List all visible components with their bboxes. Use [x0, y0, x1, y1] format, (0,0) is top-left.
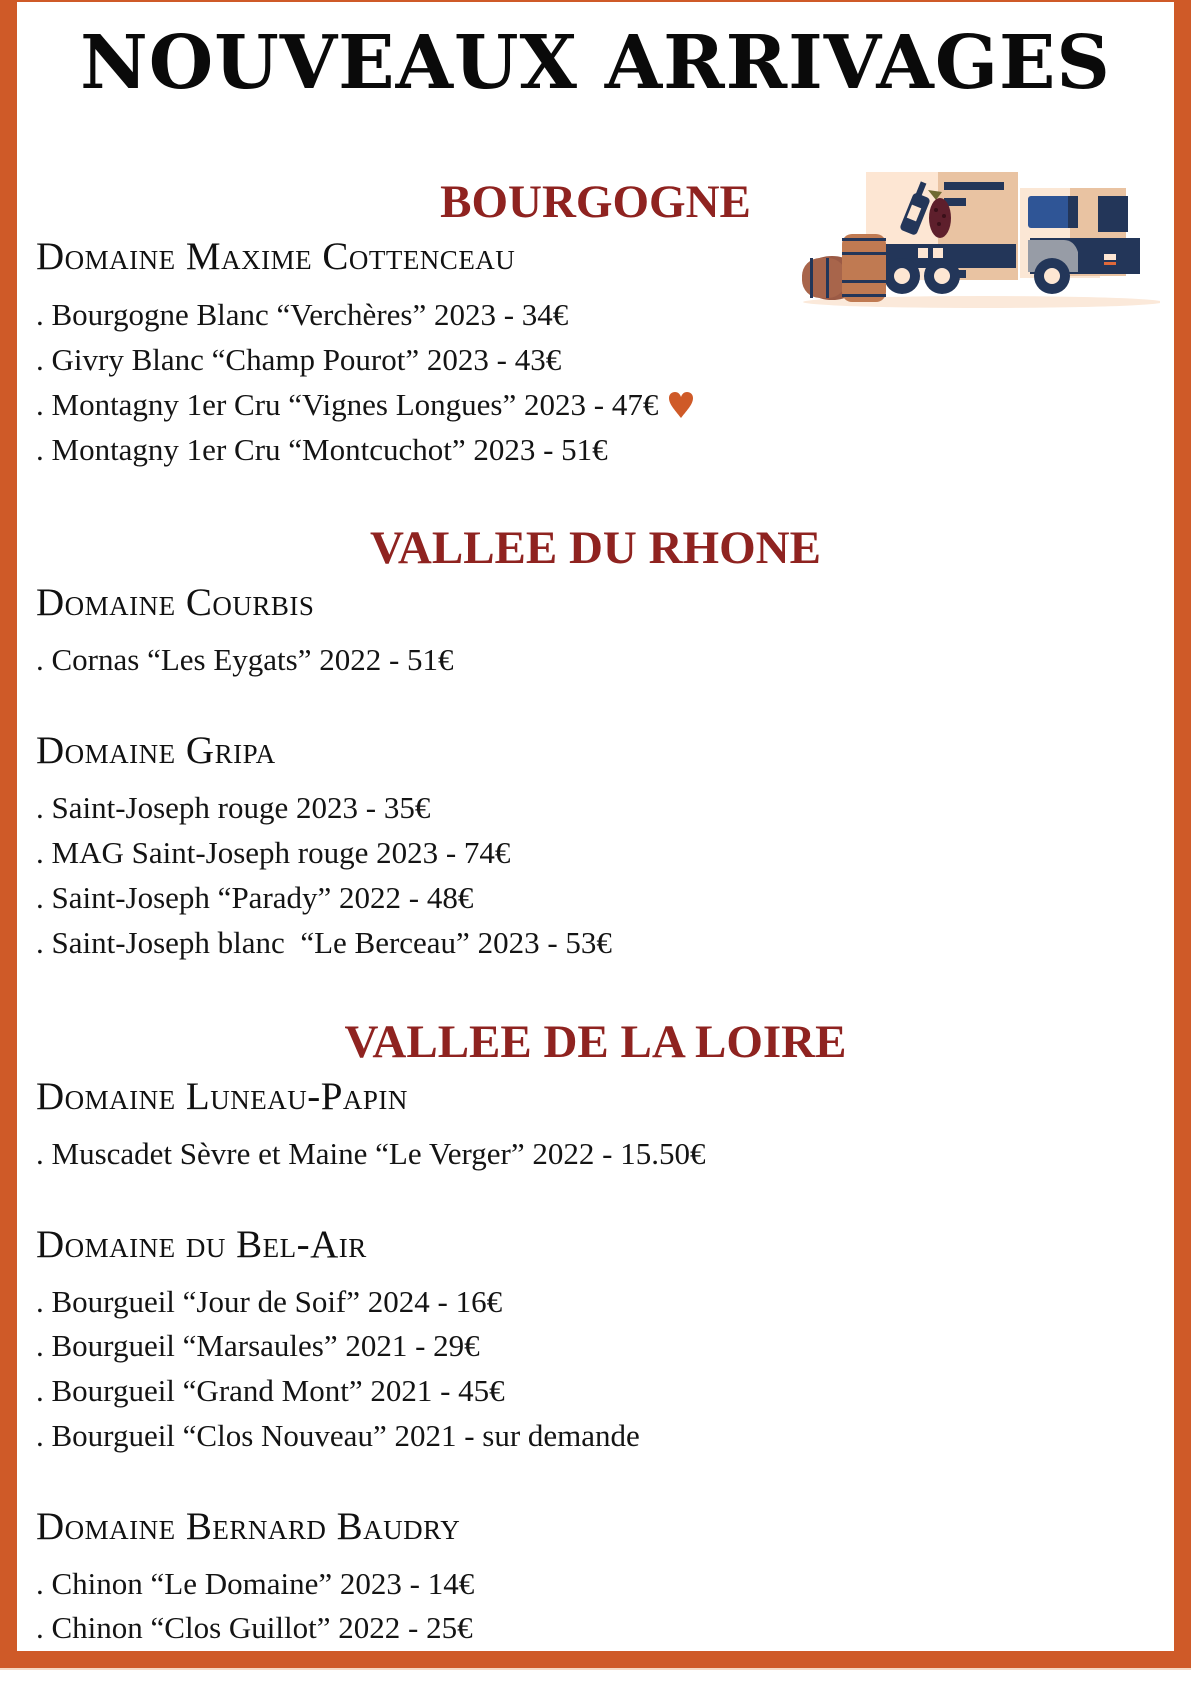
wine-item: . Saint-Joseph “Parady” 2022 - 48€	[36, 880, 474, 915]
wine-item: . Cornas “Les Eygats” 2022 - 51€	[36, 642, 454, 677]
wine-item: . Chinon “Clos Guillot” 2022 - 25€	[36, 1610, 473, 1645]
wine-barrel-icon	[802, 234, 886, 302]
wine-item: . Montagny 1er Cru “Montcuchot” 2023 - 51€	[36, 432, 608, 467]
wine-item: . Bourgueil “Jour de Soif” 2024 - 16€	[36, 1284, 503, 1319]
wine-item: . Chinon “Le Domaine” 2023 - 14€	[36, 1566, 475, 1601]
domain-name-gripa: Domaine Gripa	[36, 729, 276, 772]
region-heading-rhone: VALLEE DU RHONE	[370, 522, 821, 574]
domain-name-luneau-papin: Domaine Luneau-Papin	[36, 1075, 408, 1118]
wine-item: . Bourgueil “Marsaules” 2021 - 29€	[36, 1328, 480, 1363]
wine-item: . Saint-Joseph blanc “Le Berceau” 2023 - 53€	[36, 925, 612, 960]
wine-item: . Bourgogne Blanc “Verchères” 2023 - 34€	[36, 297, 569, 332]
wine-item: . Givry Blanc “Champ Pourot” 2023 - 43€	[36, 342, 562, 377]
bottom-edge-line	[0, 1668, 1191, 1670]
wine-item-label: . Montagny 1er Cru “Vignes Longues” 2023 - 47€	[36, 387, 659, 422]
wine-item: . Muscadet Sèvre et Maine “Le Verger” 2022 - 15.50€	[36, 1136, 706, 1171]
wine-item-favorite	[36, 389, 694, 420]
wine-item: . Bourgueil “Clos Nouveau” 2021 - sur demande	[36, 1418, 640, 1453]
page-title: NOUVEAUX ARRIVAGES	[80, 20, 1111, 106]
domain-name-courbis: Domaine Courbis	[36, 581, 315, 624]
region-heading-bourgogne: BOURGOGNE	[440, 176, 751, 228]
wine-item: . Bourgueil “Grand Mont” 2021 - 45€	[36, 1373, 505, 1408]
domain-name-bel-air: Domaine du Bel-Air	[36, 1223, 367, 1266]
heart-icon	[668, 391, 694, 419]
domain-name-baudry: Domaine Bernard Baudry	[36, 1505, 461, 1548]
wine-item: . Saint-Joseph rouge 2023 - 35€	[36, 790, 431, 825]
domain-name-cottenceau: Domaine Maxime Cottenceau	[36, 235, 516, 278]
wine-item: . MAG Saint-Joseph rouge 2023 - 74€	[36, 835, 511, 870]
region-heading-loire: VALLEE DE LA LOIRE	[344, 1016, 847, 1068]
